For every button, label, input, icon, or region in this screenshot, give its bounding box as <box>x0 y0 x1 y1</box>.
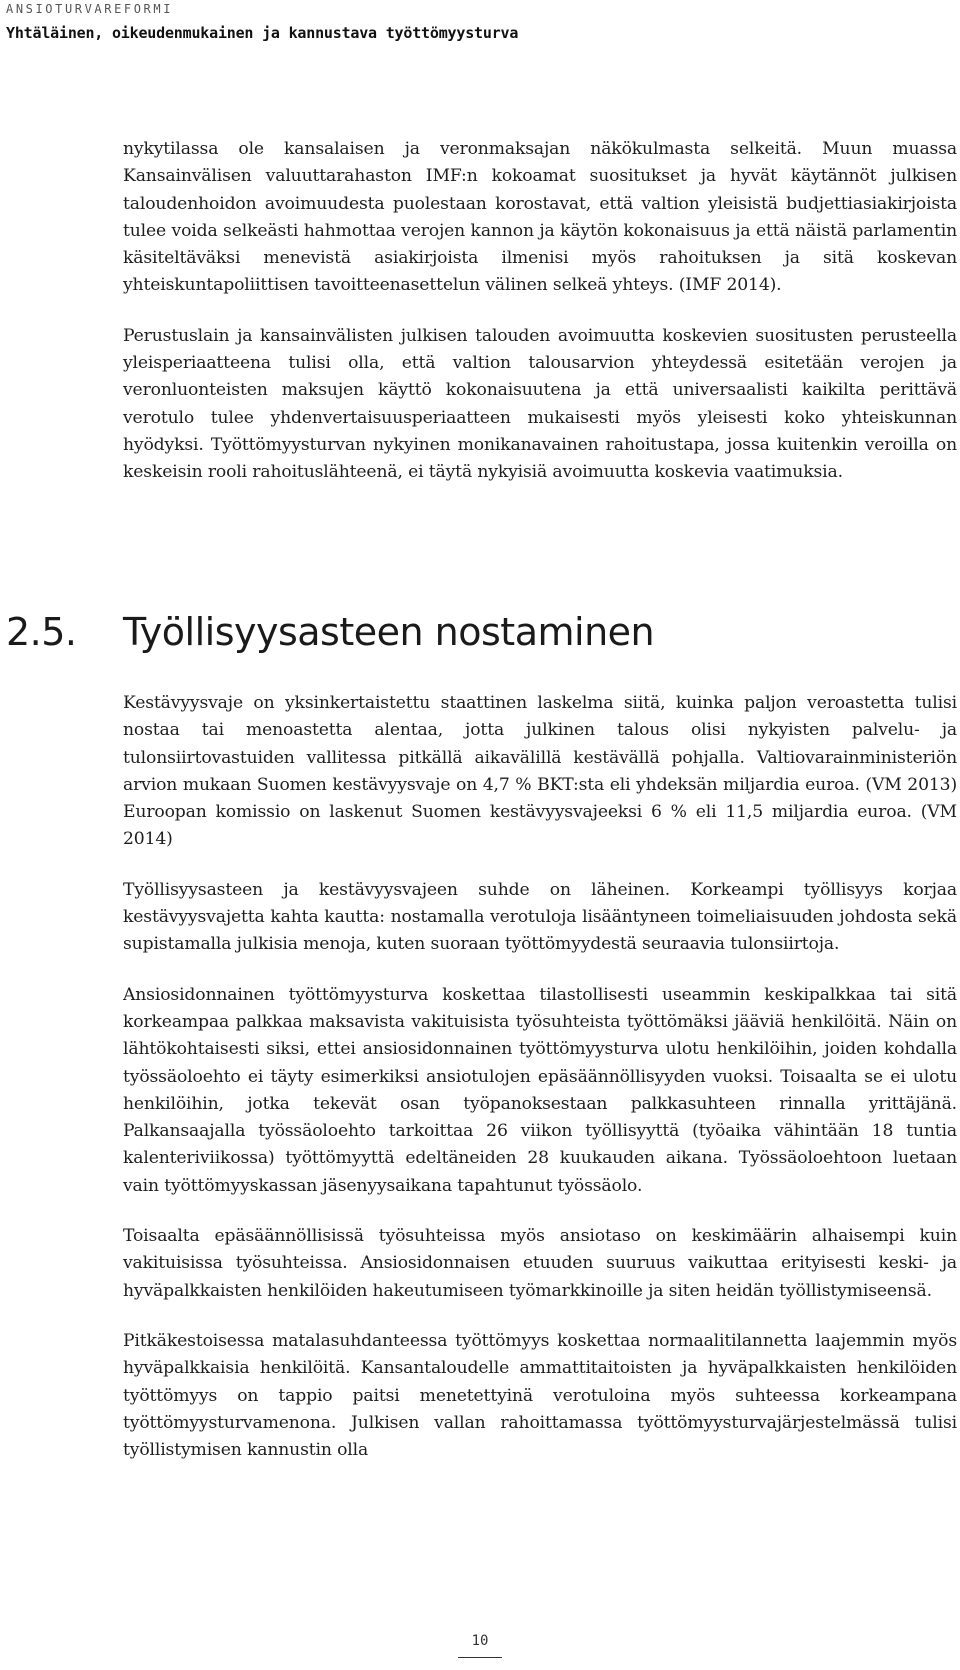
body-text-section <box>123 690 957 1487</box>
paragraph: Ansiosidonnainen työttömyysturva koskettaa tilastollisesti useammin keskipalkkaa tai sitä korkeampaa palkkaa maksavista vakituisista työsuhteista työttömäksi jääviä henkilöitä. Näin on lähtökohtaisesti siksi, ettei ansiosidonnainen työttömyysturva ulotu henkilöihin, joiden kohdalla työssäoloehto ei täyty esimerkiksi ansiotulojen epäsäännöllisyyden vuoksi. Toisaalta se ei ulotu henkilöihin, jotka tekevät osan työpanoksestaan palkkasuhteen rinnalla yrittäjänä. Palkansaajalla työssäoloehto tarkoittaa 26 viikon työllisyyttä (työaika vähintään 18 tuntia kalenteriviikossa) työttömyyttä edeltäneiden 28 kuukauden aikana. Työssäoloehtoon luetaan vain työttömyyskassan jäsenyysaikana tapahtunut työssäolo. <box>123 984 957 1196</box>
paragraph: Kestävyysvaje on yksinkertaistettu staattinen laskelma siitä, kuinka paljon veroastetta tulisi nostaa tai menoastetta alentaa, jotta julkinen talous olisi nykyisten palvelu- ja tulonsiirtovastuiden vallitessa pitkällä aikavälillä kestävällä pohjalla. Valtiovarainministeriön arvion mukaan Suomen kestävyysvaje on 4,7 % BKT:sta eli yhdeksän miljardia euroa. (VM 2013) Euroopan komissio on laskenut Suomen kestävyysvajeeksi 6 % eli 11,5 miljardia euroa. (VM 2014) <box>123 693 957 850</box>
body-text-top <box>123 136 957 510</box>
page-number: 10 <box>471 1633 489 1649</box>
header-title: Yhtäläinen, oikeudenmukainen ja kannustava työttömyysturva <box>6 24 519 42</box>
header-overline: ANSIOTURVAREFORMI <box>6 2 174 16</box>
section-number: 2.5. <box>6 610 77 654</box>
paragraph: Työllisyysasteen ja kestävyysvajeen suhde on läheinen. Korkeampi työllisyys korjaa kestävyysvajetta kahta kautta: nostamalla verotuloja lisääntyneen toimeliaisuuden johdosta sekä supistamalla julkisia menoja, kuten suoraan työttömyydestä seuraavia tulonsiirtoja. <box>123 879 957 955</box>
paragraph: Toisaalta epäsäännöllisissä työsuhteissa myös ansiotaso on keskimäärin alhaisempi kuin vakituisissa työsuhteissa. Ansiosidonnaisen etuuden suuruus vaikuttaa erityisesti keski- ja hyväpalkkaisten henkilöiden hakeutumiseen työmarkkinoille ja siten heidän työllistymiseensä. <box>123 1226 957 1301</box>
paragraph: Pitkäkestoisessa matalasuhdanteessa työttömyys koskettaa normaalitilannetta laajemmin myös hyväpalkkaisia henkilöitä. Kansantaloudelle ammattitaitoisten ja hyväpalkkaisten henkilöiden työttömyys on tappio paitsi menetettyinä verotuloina myös suhteessa korkeampana työttömyysturvamenona. Julkisen vallan rahoittamassa työttömyysturvajärjestelmässä tulisi työllistymisen kannustin olla <box>123 1330 957 1461</box>
section-title: Työllisyysasteen nostaminen <box>123 610 655 654</box>
page-footer <box>0 1630 960 1658</box>
section-heading <box>6 610 946 654</box>
paragraph: nykytilassa ole kansalaisen ja veronmaksajan näkökulmasta selkeitä. Muun muassa Kansainvälisen valuuttarahaston IMF:n kokoamat suositukset ja hyvät käytännöt julkisen taloudenhoidon avoimuudesta puolestaan korostavat, että valtion yleisistä budjettiasiakirjoista tulee voida selkeästi hahmottaa verojen kannon ja käytön kokonaisuus ja että näistä parlamentin käsiteltäväksi menevistä asiakirjoista ilmenisi myös rahoituksen ja sitä koskevan yhteiskuntapoliittisen tavoitteenasettelun välinen selkeä yhteys. (IMF 2014). <box>123 139 957 296</box>
running-header <box>6 0 946 43</box>
paragraph: Perustuslain ja kansainvälisten julkisen talouden avoimuutta koskevien suositusten perusteella yleisperiaatteena tulisi olla, että valtion talousarvion yhteydessä esitetään verojen ja veronluonteisten maksujen käyttö kokonaisuutena ja että universaalisti kaikilta perittävä verotulo tulee yhdenvertaisuusperiaatteen mukaisesti myös yleisesti koko yhteiskunnan hyödyksi. Työttömyysturvan nykyinen monikanavainen rahoitustapa, jossa kuitenkin veroilla on keskeisin rooli rahoituslähteenä, ei täytä nykyisiä avoimuutta koskevia vaatimuksia. <box>123 325 957 483</box>
page-number-rule <box>458 1657 502 1658</box>
